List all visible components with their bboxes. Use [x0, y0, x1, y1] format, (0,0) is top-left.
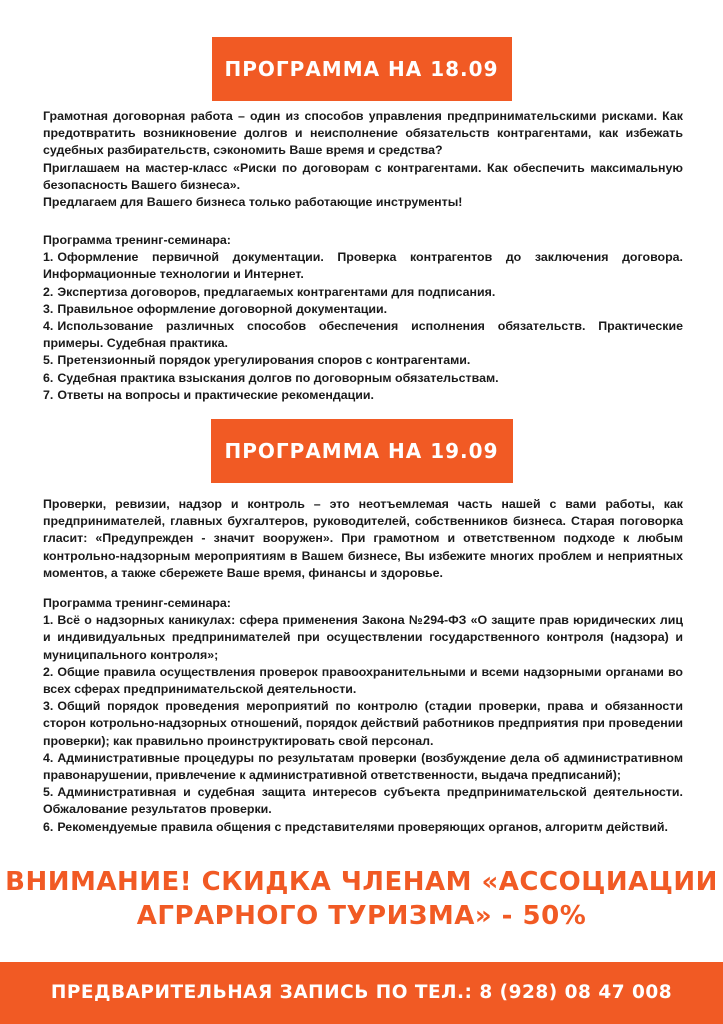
intro-paragraph: Приглашаем на мастер-класс «Риски по договорам с контрагентами. Как обеспечить максимальную безопасность Вашего бизнеса».	[43, 160, 683, 192]
list-item-text: Правильное оформление договорной документации.	[57, 301, 388, 316]
list-item-text: Всё о надзорных каникулах: сфера применения Закона №294-ФЗ «О защите прав юридических лиц и индивидуальных предпринимателей при осуществлении государственного контроля (надзора) и муниципального контроля»;	[43, 613, 683, 662]
list-item-text: Экспертиза договоров, предлагаемых контрагентами для подписания.	[57, 284, 496, 299]
list-item	[43, 698, 683, 750]
list-item	[43, 318, 683, 352]
program-title: Программа тренинг-семинара:	[43, 233, 231, 247]
list-item	[43, 370, 683, 387]
list-item-number: 5.	[43, 785, 54, 800]
discount-notice-line: АГРАРНОГО ТУРИЗМА» - 50%	[136, 901, 587, 931]
list-item-text: Судебная практика взыскания долгов по договорным обязательствам.	[57, 370, 499, 385]
list-item	[43, 664, 683, 698]
registration-phone-bar: ПРЕДВАРИТЕЛЬНАЯ ЗАПИСЬ ПО ТЕЛ.: 8 (928) 08 47 008	[0, 962, 723, 1024]
intro-section-1	[43, 108, 683, 211]
intro-paragraph: Предлагаем для Вашего бизнеса только работающие инструменты!	[43, 195, 463, 210]
program-banner-19-09: ПРОГРАММА НА 19.09	[211, 419, 513, 483]
intro-paragraph: Грамотная договорная работа – один из способов управления предпринимательскими рисками. Как предотвратить возникновение долгов и неисполнение обязательств контрагентами, как избежать судебных разбирательств, сэкономить Ваше время и средства?	[43, 109, 683, 158]
list-item-number: 2.	[43, 284, 54, 299]
list-item	[43, 387, 683, 404]
discount-notice	[0, 865, 723, 933]
list-item	[43, 784, 683, 818]
list-item-text: Общий порядок проведения мероприятий по контролю (стадии проверки, права и обязанности сторон котрольно-надзорных отношений, порядок действий работников предприятия при проведении проверки); как правильно проинструктировать свой персонал.	[43, 699, 683, 748]
list-item-text: Претензионный порядок урегулирования споров с контрагентами.	[57, 353, 471, 368]
list-item-number: 6.	[43, 370, 54, 385]
list-item-text: Оформление первичной документации. Проверка контрагентов до заключения договора. Информационные технологии и Интернет.	[43, 250, 683, 282]
list-item-number: 6.	[43, 819, 54, 834]
list-item-number: 1.	[43, 250, 54, 265]
list-item-number: 4.	[43, 319, 54, 334]
list-item-number: 7.	[43, 387, 54, 402]
list-item-text: Ответы на вопросы и практические рекомендации.	[57, 387, 374, 402]
list-item-number: 3.	[43, 301, 54, 316]
list-item	[43, 612, 683, 664]
program-list-1	[43, 232, 683, 404]
program-title: Программа тренинг-семинара:	[43, 596, 231, 610]
list-item-number: 1.	[43, 613, 54, 628]
discount-notice-line: ВНИМАНИЕ! СКИДКА ЧЛЕНАМ «АССОЦИАЦИИ	[5, 867, 718, 897]
list-item	[43, 819, 683, 836]
list-item-text: Административные процедуры по результатам проверки (возбуждение дела об административном правонарушении, привлечение к административной ответственности, выдача предписаний);	[43, 750, 683, 783]
list-item-number: 5.	[43, 353, 54, 368]
intro-section-2	[43, 496, 683, 582]
list-item	[43, 284, 683, 301]
program-banner-18-09: ПРОГРАММА НА 18.09	[212, 37, 512, 101]
list-item	[43, 352, 683, 369]
list-item-text: Использование различных способов обеспечения исполнения обязательств. Практические примеры. Судебная практика.	[43, 319, 683, 351]
list-item	[43, 750, 683, 784]
list-item	[43, 249, 683, 283]
list-item-number: 2.	[43, 664, 54, 679]
intro-paragraph: Проверки, ревизии, надзор и контроль – это неотъемлемая часть нашей с вами работы, как предпринимателей, главных бухгалтеров, руководителей, собственников бизнеса. Старая поговорка гласит: «Предупрежден - значит вооружен». При грамотном и ответственном подходе к любым контрольно-надзорным мероприятиям в Вашем бизнесе, Вы избежите многих проблем и неприятных моментов, а также сбережете Ваше время, финансы и здоровье.	[43, 497, 683, 580]
list-item-number: 3.	[43, 699, 54, 714]
program-list-2	[43, 595, 683, 836]
list-item-text: Административная и судебная защита интересов субъекта предпринимательской деятельности. Обжалование результатов проверки.	[43, 785, 683, 817]
list-item-number: 4.	[43, 750, 54, 765]
list-item	[43, 301, 683, 318]
list-item-text: Общие правила осуществления проверок правоохранительными и всеми надзорными органами во всех сферах предпринимательской деятельности.	[43, 664, 683, 697]
list-item-text: Рекомендуемые правила общения с представителями проверяющих органов, алгоритм действий.	[57, 819, 668, 834]
